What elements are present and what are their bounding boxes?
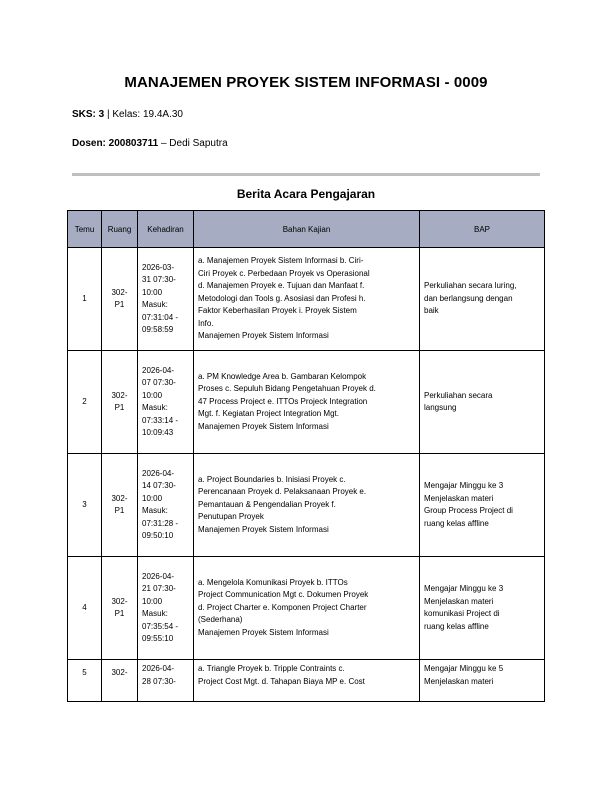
column-header: Bahan Kajian [194,211,420,248]
kehadiran-line: 10:00 [142,287,163,297]
page-title: MANAJEMEN PROYEK SISTEM INFORMASI - 0009 [124,74,488,91]
kehadiran-line: 21 07:30- [142,584,176,593]
kehadiran-line: 10:00 [142,493,163,503]
bahan-line: Pemantauan & Pengendalian Proyek f. [198,499,336,509]
bahan-line: Manajemen Proyek Sistem Informasi [198,421,329,431]
section-title: Berita Acara Pengajaran [236,187,376,201]
bahan-line: Proses c. Sepuluh Bidang Pengetahuan Proyek d. [198,384,376,394]
bap-line: Mengajar Minggu ke 3 [424,481,504,490]
bahan-line: a. Mengelola Komunikasi Proyek b. ITTOs [198,577,348,587]
cell-bap [420,557,545,660]
bap-line: Perkuliahan secara [424,390,493,400]
sks-label: SKS: 3 [72,109,105,120]
kehadiran-line: 14 07:30- [142,481,176,490]
bahan-line: Manajemen Proyek Sistem Informasi [198,524,329,534]
kehadiran-line: Masuk: [142,403,168,412]
bahan-line: a. Project Boundaries b. Inisiasi Proyek c. [198,474,346,484]
kehadiran-line: 07:35:54 - [142,621,179,631]
cell-kehadiran [138,351,194,454]
kehadiran-line: 10:00 [142,596,163,606]
ruang-line: 302- [111,596,128,606]
cell-kehadiran [138,248,194,351]
cell-ruang [102,557,138,660]
cell-temu: 5 [68,660,102,702]
ruang-line: 302- [111,287,128,297]
cell-bahan-kajian [194,660,420,702]
kehadiran-line: 28 07:30- [142,676,176,686]
kehadiran-line: 10:00 [142,390,163,400]
kehadiran-line: Masuk: [142,300,168,309]
kehadiran-line: 2026-03- [142,262,175,272]
column-header: Ruang [102,211,138,248]
kehadiran-line: Masuk: [142,506,168,515]
bahan-line: a. Manajemen Proyek Sistem Informasi b. Ciri- [198,256,364,266]
cell-bahan-kajian [194,248,420,351]
bap-line: ruang kelas affline [424,518,489,528]
kehadiran-line: 2026-04- [142,664,175,673]
bap-line: Mengajar Minggu ke 3 [424,584,504,593]
bap-line: Group Process Project di [424,506,513,515]
cell-ruang [102,248,138,351]
kehadiran-line: Masuk: [142,609,168,618]
cell-bahan-kajian [194,557,420,660]
kehadiran-line: 2026-04- [142,365,175,375]
bahan-line: Manajemen Proyek Sistem Informasi [198,331,329,341]
ruang-line: P1 [114,403,125,412]
dosen-label: Dosen: 200803711 [72,138,159,149]
cell-temu: 4 [68,557,102,660]
kehadiran-line: 09:55:10 [142,634,174,643]
cell-temu: 3 [68,454,102,557]
bahan-line: Faktor Keberhasilan Proyek i. Proyek Sistem [198,306,357,316]
cell-ruang [102,660,138,702]
column-header: Kehadiran [138,211,194,248]
bap-line: Menjelaskan materi [424,596,494,606]
table-header-row [68,211,545,248]
bap-line: dan berlangsung dengan [424,293,513,303]
table-row [68,454,545,557]
kehadiran-line: 09:50:10 [142,531,174,540]
divider [72,173,540,176]
bap-line: Mengajar Minggu ke 5 [424,664,504,673]
bahan-line: d. Manajemen Proyek e. Tujuan dan Manfaat f. [198,281,365,291]
lecturer-meta [72,138,228,149]
bap-line: ruang kelas affline [424,621,489,631]
cell-bahan-kajian [194,351,420,454]
bahan-line: Ciri Proyek c. Perbedaan Proyek vs Operasional [198,268,370,278]
bahan-line: Mgt. f. Kegiatan Project Integration Mgt. [198,409,339,419]
cell-kehadiran [138,454,194,557]
kehadiran-line: 10:09:43 [142,428,174,437]
kelas-label: | Kelas: 19.4A.30 [107,109,183,120]
dosen-name: – Dedi Saputra [160,138,228,149]
kehadiran-line: 09:58:59 [142,325,174,334]
bahan-line: Manajemen Proyek Sistem Informasi [198,627,329,637]
cell-bap [420,248,545,351]
bahan-line: Penutupan Proyek [198,512,264,522]
bahan-line: Project Cost Mgt. d. Tahapan Biaya MP e. Cost [198,676,365,686]
cell-bahan-kajian [194,454,420,557]
ruang-line: P1 [114,506,125,515]
cell-kehadiran [138,660,194,702]
bap-line: Menjelaskan materi [424,493,494,503]
course-meta [72,109,183,120]
cell-ruang [102,351,138,454]
cell-temu: 1 [68,248,102,351]
bap-line: komunikasi Project di [424,609,500,618]
bahan-line: d. Project Charter e. Komponen Project Charter [198,602,367,612]
kehadiran-line: 2026-04- [142,468,175,478]
table-row [68,660,545,702]
bahan-line: Info. [198,318,214,328]
cell-temu: 2 [68,351,102,454]
kehadiran-line: 07:31:04 - [142,312,179,322]
ruang-line: P1 [114,300,125,309]
bahan-line: Perencanaan Proyek d. Pelaksanaan Proyek e. [198,487,367,497]
bahan-line: 47 Process Project e. ITTOs Projeck Integration [198,396,368,406]
kehadiran-line: 2026-04- [142,571,175,581]
table-row [68,248,545,351]
cell-bap [420,660,545,702]
bahan-line: Project Communication Mgt c. Dokumen Proyek [198,590,369,600]
cell-bap [420,351,545,454]
bahan-line: Metodologi dan Tools g. Asosiasi dan Profesi h. [198,293,366,303]
kehadiran-line: 07 07:30- [142,378,176,387]
ruang-line: 302- [111,493,128,503]
bap-line: langsung [424,403,457,412]
ruang-line: 302- [111,390,128,400]
bahan-line: (Sederhana) [198,615,243,625]
column-header: BAP [420,211,545,248]
column-header: Temu [68,211,102,248]
bahan-line: a. PM Knowledge Area b. Gambaran Kelompok [198,371,367,381]
table-row [68,557,545,660]
bap-line: Perkuliahan secara luring, [424,281,517,291]
kehadiran-line: 07:31:28 - [142,518,179,528]
teaching-log-table [67,210,545,702]
cell-bap [420,454,545,557]
ruang-line: 302- [111,668,128,677]
bap-line: Menjelaskan materi [424,676,494,686]
kehadiran-line: 31 07:30- [142,275,176,284]
cell-kehadiran [138,557,194,660]
cell-ruang [102,454,138,557]
bahan-line: a. Triangle Proyek b. Tripple Contraints c. [198,664,345,673]
bap-line: baik [424,306,439,316]
table-row [68,351,545,454]
ruang-line: P1 [114,609,125,618]
kehadiran-line: 07:33:14 - [142,415,179,425]
